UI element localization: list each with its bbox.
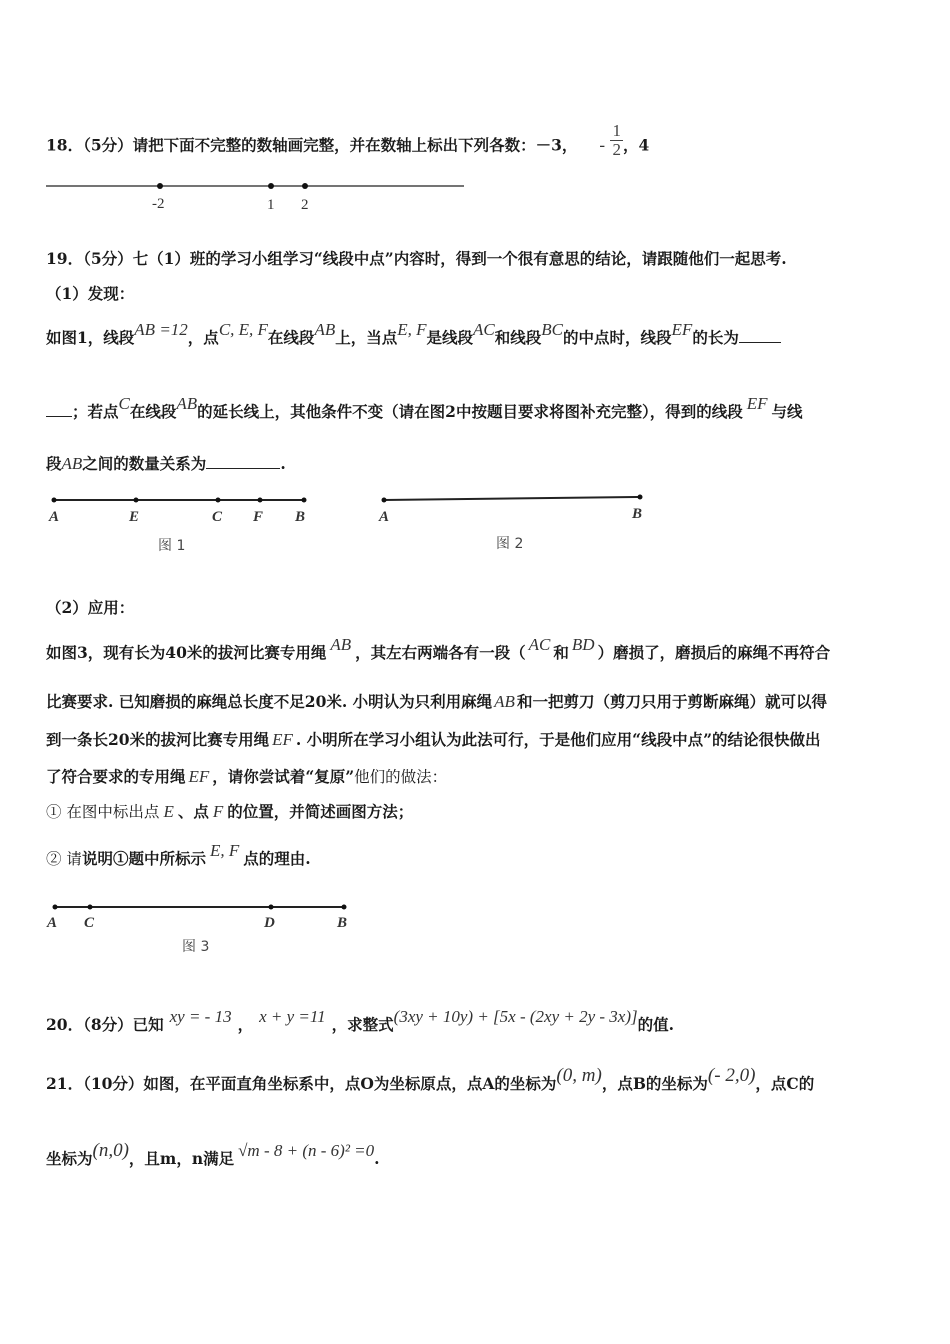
- q19-p1-b: ，点: [187, 328, 219, 347]
- fig3-point-a: A: [47, 915, 58, 931]
- q20-b: ，: [237, 1015, 254, 1034]
- q18-frac-numerator: 1: [612, 121, 621, 140]
- q18-text: [46, 121, 650, 165]
- q20-math-xplusy: x + y =11: [259, 1007, 326, 1026]
- q19-part1-title: （1）发现：: [46, 284, 135, 303]
- q19-p5-a: 比赛要求. 已知磨损的麻绳总长度不足20米. 小明认为只利用麻绳: [46, 692, 493, 711]
- q21-c: ，点C的: [755, 1074, 815, 1093]
- figure-1: [40, 488, 320, 558]
- fig1-point-c: C: [212, 509, 223, 525]
- q20-math-xy: xy = - 13: [169, 1007, 232, 1026]
- fig2-caption: 图 2: [496, 536, 524, 552]
- q19-p6: [46, 728, 821, 750]
- fig1-point-e: E: [129, 509, 140, 525]
- fig1-point-f: F: [253, 509, 264, 525]
- fig1-point-b: B: [295, 509, 306, 525]
- q19-p7-d: 他们的做法：: [354, 768, 448, 786]
- q19-p2-d: 与线: [771, 402, 803, 421]
- q19-math-ac2: AC: [528, 635, 551, 654]
- q19-p7-b: ，请你尝试着: [212, 767, 306, 786]
- q19-p3-b: 之间的数量关系为: [82, 454, 207, 473]
- q19-p8-b: 、点: [177, 802, 209, 821]
- q21-math-point-c: (n,0): [92, 1140, 129, 1161]
- q19-math-ef4: EF: [272, 730, 293, 749]
- q18-tick-1: 1: [267, 197, 275, 213]
- q19-p1-g: 的中点时，线段: [563, 328, 672, 347]
- q19-p1-d: 上，当点: [335, 328, 398, 347]
- q19-math-ab: AB: [314, 320, 336, 339]
- fig1-caption: 图 1: [158, 538, 186, 554]
- q19-math-f: F: [212, 802, 224, 821]
- answer-blank-2[interactable]: [206, 454, 280, 469]
- q19-p9: [46, 841, 311, 869]
- q21-a: 21．（10分）如图，在平面直角坐标系中，点O为坐标原点，点A的坐标为: [46, 1074, 557, 1093]
- q18-statement: 18．（5分）请把下面不完整的数轴画完整，并在数轴上标出下列各数：－3，: [46, 135, 578, 155]
- q19-p6-b: . 小明所在学习小组认为此法可行，于是他们应用“线段中点”的结论很快做出: [295, 730, 821, 749]
- q20-math-expression: (3xy + 10y) + [5x - (2xy + 2y - 3x)]: [393, 1007, 638, 1026]
- q19-p1: [46, 320, 781, 348]
- q19-math-ab4: AB: [61, 454, 83, 473]
- q18-frac-denominator: 2: [612, 140, 621, 159]
- fig3-point-d: D: [264, 915, 275, 931]
- q19-math-ef: E, F: [397, 320, 427, 339]
- q19-math-ab3: AB: [176, 394, 198, 413]
- q19-math-ab6: AB: [494, 692, 515, 711]
- q19-math-cef: C, E, F: [218, 320, 268, 339]
- q18-tail: ，4: [622, 135, 650, 155]
- q19-intro: 19．（5分）七（1）班的学习小组学习“线段中点”内容时，得到一个很有意思的结论，请跟随他们一起思考.: [46, 249, 787, 268]
- q19-p4-a: 如图3，现有长为40米的拔河比赛专用绳: [46, 643, 327, 662]
- q19-p8-a: ① 在图中标出点: [46, 803, 160, 821]
- q18-tick-2: 2: [301, 197, 309, 213]
- q21-line1: [46, 1065, 815, 1095]
- q19-p6-a: 到一条长20米的拔河比赛专用绳: [46, 730, 270, 749]
- q19-p1-c: 在线段: [267, 328, 315, 347]
- q21-math-point-b: (- 2,0): [707, 1065, 756, 1086]
- q19-p7-c: “复原”: [305, 767, 355, 786]
- q19-p1-e: 是线段: [426, 328, 474, 347]
- q19-p5: [46, 690, 827, 712]
- fig3-point-b: B: [337, 915, 348, 931]
- fig2-point-a: A: [379, 509, 390, 525]
- q19-math-ef5: EF: [188, 767, 210, 786]
- q18-minus: -: [599, 135, 606, 155]
- q19-p2: [46, 394, 803, 422]
- q19-p7: [46, 765, 447, 787]
- q19-math-ab5: AB: [330, 635, 352, 654]
- q19-p9-b: 说明①题中所标示: [81, 849, 206, 868]
- q19-math-bc: BC: [541, 320, 564, 339]
- q19-p3-a: 段: [46, 454, 62, 473]
- q20-a: 20．（8分）已知: [46, 1015, 164, 1034]
- q21-line2: [46, 1140, 380, 1170]
- q19-math-ef6: E, F: [209, 841, 240, 860]
- q19-p1-f: 和线段: [494, 328, 542, 347]
- q19-math-ef3: EF: [746, 394, 768, 413]
- q19-p7-a: 了符合要求的专用绳: [46, 767, 186, 786]
- q21-e: ，且m，n满足: [128, 1149, 235, 1168]
- fig3-point-c: C: [84, 915, 95, 931]
- answer-blank-1-cont[interactable]: [46, 402, 72, 417]
- q19-math-c: C: [118, 394, 130, 413]
- q18-number-line: [40, 170, 480, 220]
- q19-math-ac: AC: [473, 320, 495, 339]
- q19-p9-a: ② 请: [46, 850, 82, 868]
- q19-p4-c: 和: [553, 643, 569, 662]
- q19-p2-b: 在线段: [129, 402, 177, 421]
- q18-fraction: [610, 122, 623, 159]
- q19-p1-a: 如图1，线段: [46, 328, 135, 347]
- q21-b: ，点B的坐标为: [601, 1074, 708, 1093]
- fig2-point-b: B: [632, 506, 643, 522]
- q19-p1-h: 的长为: [692, 328, 739, 347]
- q20-d: 的值.: [637, 1015, 675, 1034]
- q19-p8: [46, 800, 413, 822]
- q19-p8-c: 的位置，并简述画图方法；: [227, 802, 414, 821]
- q20-text: [46, 1007, 675, 1035]
- q19-p4-b: ，其左右两端各有一段（: [355, 643, 526, 662]
- q20-c: ，求整式: [331, 1015, 394, 1034]
- q19-p9-c: 点的理由.: [243, 849, 311, 868]
- q19-p2-a: ；若点: [72, 402, 119, 421]
- q19-math-e: E: [163, 802, 174, 821]
- q19-p4: [46, 635, 831, 663]
- q21-d: 坐标为: [46, 1149, 93, 1168]
- q19-p2-c: 的延长线上，其他条件不变（请在图2中按题目要求将图补充完整），得到的线段: [197, 402, 743, 421]
- figure-3: [40, 895, 360, 965]
- q19-part2-title: （2）应用：: [46, 598, 135, 617]
- fig1-point-a: A: [49, 509, 60, 525]
- q21-f: .: [374, 1149, 380, 1168]
- q19-p4-d: ）磨损了，磨损后的麻绳不再符合: [597, 643, 831, 662]
- q19-p5-b: 和一把剪刀（剪刀只用于剪断麻绳）就可以得: [516, 692, 827, 711]
- q21-math-condition: √m - 8 + (n - 6)² =0: [238, 1141, 375, 1160]
- answer-blank-1[interactable]: [739, 328, 781, 343]
- q19-math-bd: BD: [571, 635, 595, 654]
- q19-math-ab12: AB =12: [134, 320, 188, 339]
- q21-math-point-a: (0, m): [556, 1065, 602, 1086]
- q19-p3-end: .: [280, 454, 286, 473]
- q19-p3: [46, 452, 286, 474]
- q19-math-ef2: EF: [671, 320, 693, 339]
- fig3-caption: 图 3: [182, 939, 210, 955]
- figure-2: [375, 486, 655, 556]
- q18-tick-neg2: -2: [152, 196, 165, 212]
